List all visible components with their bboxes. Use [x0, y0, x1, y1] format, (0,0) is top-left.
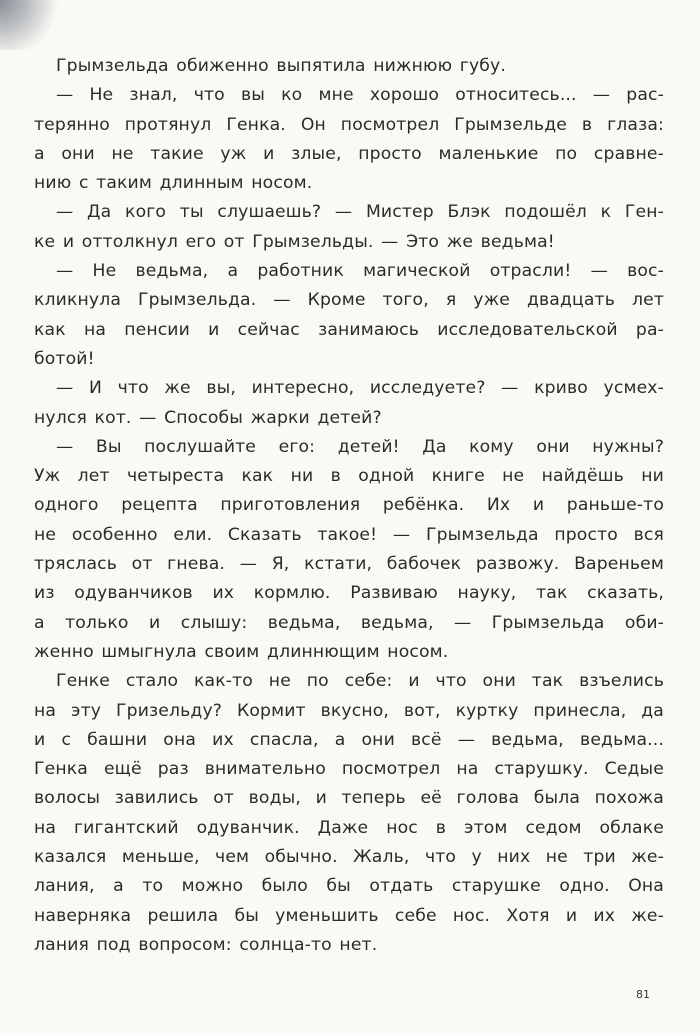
- text-line: не особенно ели. Сказать такое! — Грымзельда просто вся: [34, 524, 664, 545]
- text-line: из одуванчиков их кормлю. Развиваю науку, так сказать,: [34, 583, 664, 604]
- text-line: Уж лет четыреста как ни в одной книге не найдёшь ни: [34, 466, 664, 487]
- text-line: — Не знал, что вы ко мне хорошо относитесь... — рас-: [56, 85, 664, 106]
- text-line: терянно протянул Генка. Он посмотрел Грымзельде в глаза:: [34, 114, 664, 135]
- text-line: а только и слышу: ведьма, ведьма, — Грымзельда оби-: [34, 612, 664, 633]
- text-line: Грымзельда обиженно выпятила нижнюю губу.: [56, 56, 506, 76]
- text-line: — Да кого ты слушаешь? — Мистер Блэк подошёл к Ген-: [56, 202, 664, 223]
- text-line: — Не ведьма, а работник магической отрасли! — вос-: [56, 261, 664, 282]
- page-corner-shadow: [0, 0, 60, 50]
- text-line: на эту Гризельду? Кормит вкусно, вот, куртку принесла, да: [34, 700, 664, 721]
- text-line: лания, а то можно было бы отдать старушке одно. Она: [34, 876, 664, 897]
- text-line: — И что же вы, интересно, исследуете? — криво усмех-: [56, 378, 664, 399]
- page-number: 81: [636, 988, 650, 1001]
- text-line: женно шмыгнула своим длиннющим носом.: [34, 641, 449, 662]
- text-line: Генке стало как-то не по себе: и что они так взъелись: [56, 671, 664, 692]
- text-line: лания под вопросом: солнца-то нет.: [34, 934, 378, 955]
- text-line: и с башни она их спасла, а они всё — ведьма, ведьма...: [34, 729, 664, 750]
- text-line: тряслась от гнева. — Я, кстати, бабочек развожу. Вареньем: [34, 554, 664, 575]
- text-line: нию с таким длинным носом.: [34, 173, 313, 194]
- text-line: одного рецепта приготовления ребёнка. Их и раньше-то: [34, 495, 664, 516]
- text-line: Генка ещё раз внимательно посмотрел на старушку. Седые: [34, 759, 664, 780]
- text-line: на гигантский одуванчик. Даже нос в этом седом облаке: [34, 817, 664, 838]
- text-line: а они не такие уж и злые, просто маленькие по сравне-: [34, 143, 664, 164]
- text-line: ке и оттолкнул его от Грымзельды. — Это же ведьма!: [34, 231, 555, 252]
- text-line: как на пенсии и сейчас занимаюсь исследовательской ра-: [34, 319, 664, 340]
- text-line: волосы завились от воды, и теперь её голова была похожа: [34, 788, 664, 809]
- text-line: кликнула Грымзельда. — Кроме того, я уже двадцать лет: [34, 290, 664, 311]
- text-line: казался меньше, чем обычно. Жаль, что у них не три же-: [34, 847, 664, 868]
- body-text: [34, 52, 664, 960]
- text-line: нулся кот. — Способы жарки детей?: [34, 407, 382, 428]
- text-line: ботой!: [34, 348, 95, 369]
- text-line: наверняка решила бы уменьшить себе нос. Хотя и их же-: [34, 905, 664, 926]
- text-line: — Вы послушайте его: детей! Да кому они нужны?: [56, 436, 664, 457]
